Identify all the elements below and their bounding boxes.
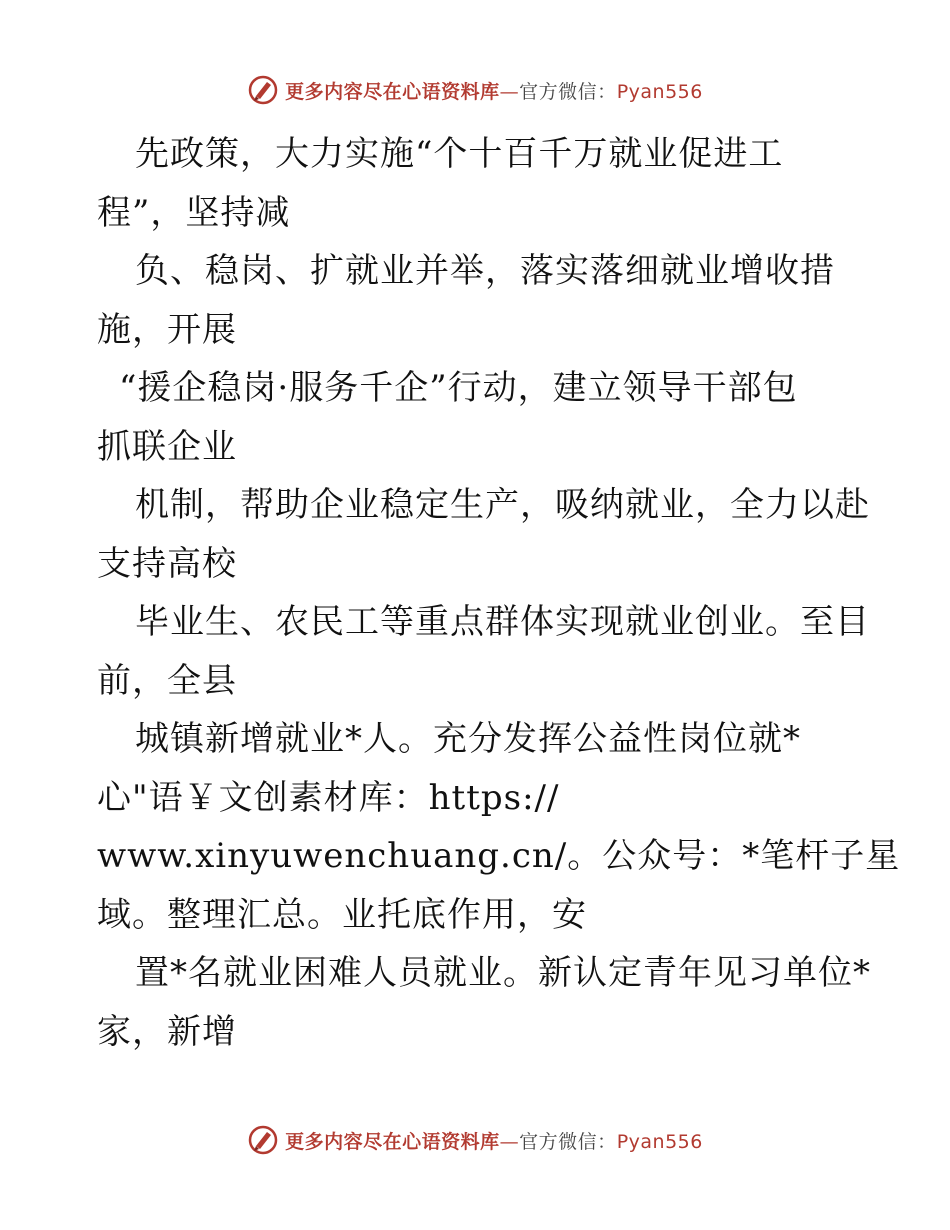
body-line: 程”，坚持减 xyxy=(97,192,291,233)
body-line: “援企稳岗·服务千企”行动，建立领导干部包 xyxy=(119,368,798,408)
brand-logo-icon xyxy=(247,74,279,106)
body-line: 心"语￥文创素材库：https:// xyxy=(97,777,560,818)
footer-banner-dash: — xyxy=(499,1130,520,1153)
footer-banner-wechat-label: 官方微信： xyxy=(519,1130,617,1153)
body-line: 家，新增 xyxy=(97,1011,237,1052)
brand-logo-icon xyxy=(247,1124,279,1156)
body-line: 域。整理汇总。业托底作用，安 xyxy=(97,894,587,935)
body-line: 负、稳岗、扩就业并举，落实落细就业增收措 xyxy=(135,251,835,291)
body-line: 先政策，大力实施“个十百千万就业促进工 xyxy=(135,134,784,174)
header-banner-title: 更多内容尽在心语资料库 xyxy=(285,80,500,103)
document-body xyxy=(97,125,901,1061)
body-line: 城镇新增就业*人。充分发挥公益性岗位就* xyxy=(135,719,801,759)
body-line: 机制，帮助企业稳定生产，吸纳就业，全力以赴 xyxy=(135,485,870,525)
header-banner-wechat-id: Pyan556 xyxy=(616,80,703,103)
body-line: 支持高校 xyxy=(97,543,237,584)
footer-banner-title: 更多内容尽在心语资料库 xyxy=(285,1130,500,1153)
header-banner-dash: — xyxy=(499,80,520,103)
header-banner-wechat-label: 官方微信： xyxy=(519,80,617,103)
footer-banner-text xyxy=(285,1127,703,1154)
body-line: www.xinyuwenchuang.cn/。公众号：*笔杆子星 xyxy=(97,836,901,876)
header-banner-text xyxy=(285,77,703,104)
body-line: 毕业生、农民工等重点群体实现就业创业。至目 xyxy=(135,602,870,642)
body-line: 前，全县 xyxy=(97,660,237,701)
footer-banner-wechat-id: Pyan556 xyxy=(616,1130,703,1153)
body-line: 抓联企业 xyxy=(97,426,237,467)
body-line: 置*名就业困难人员就业。新认定青年见习单位* xyxy=(135,953,871,993)
footer-banner xyxy=(0,1120,950,1160)
header-banner xyxy=(0,70,950,110)
body-line: 施，开展 xyxy=(97,309,237,350)
